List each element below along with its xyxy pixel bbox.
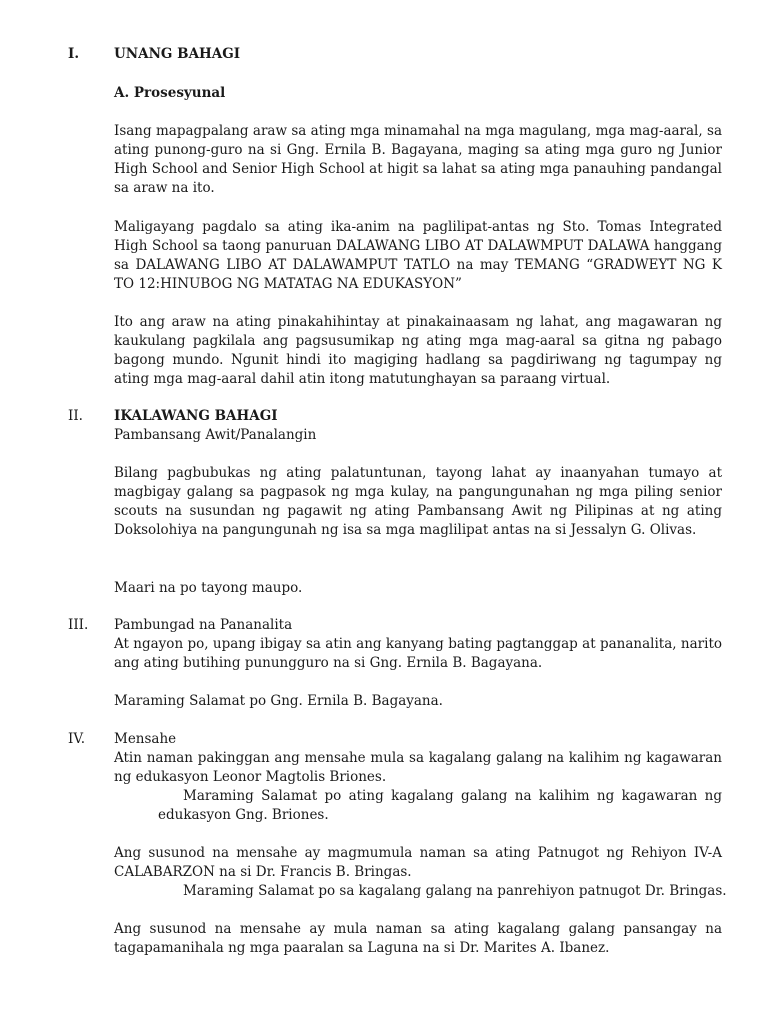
section-4-paragraph-5: Ang susunod na mensahe ay mula naman sa ating kagalang galang pansangay na tagapamanihala ng mga paaralan sa Laguna na si Dr. Marites A. Ibanez. xyxy=(114,921,722,956)
section-3-title: Pambungad na Pananalita xyxy=(114,617,293,633)
section-2-paragraph-2: Maari na po tayong maupo. xyxy=(114,580,303,596)
section-3-paragraph-2: Maraming Salamat po Gng. Ernila B. Bagayana. xyxy=(114,693,443,709)
section-1-subtitle: A. Prosesyunal xyxy=(114,85,226,101)
section-2-subtitle: Pambansang Awit/Panalangin xyxy=(114,427,317,443)
section-4-paragraph-3: Ang susunod na mensahe ay magmumula naman sa ating Patnugot ng Rehiyon IV-A CALABARZON na si Dr. Francis B. Bringas. xyxy=(114,845,722,880)
section-4-paragraph-2: Maraming Salamat po ating kagalang galang na kalihim ng kagawaran ng edukasyon Gng. Briones. xyxy=(158,788,722,823)
section-1-title: UNANG BAHAGI xyxy=(114,46,241,62)
section-4-title: Mensahe xyxy=(114,731,177,747)
section-2-title: IKALAWANG BAHAGI xyxy=(114,408,278,424)
section-4-paragraph-1: Atin naman pakinggan ang mensahe mula sa kagalang galang na kalihim ng kagawaran ng edukasyon Leonor Magtolis Briones. xyxy=(114,750,722,785)
section-4-numeral: IV. xyxy=(68,731,86,747)
section-2-paragraph-1: Bilang pagbubukas ng ating palatuntunan, tayong lahat ay inaanyahan tumayo at magbigay galang sa pagpasok ng mga kulay, na pangungunahan ng mga piling senior scouts na susundan ng pagawit ng ating Pambansang Awit ng Pilipinas at ng ating Doksolohiya na pangungunah ng isa sa mga maglilipat antas na si Jessalyn G. Olivas. xyxy=(114,465,722,538)
section-3-numeral: III. xyxy=(68,617,89,633)
section-2-numeral: II. xyxy=(68,408,83,424)
section-3-paragraph-1: At ngayon po, upang ibigay sa atin ang kanyang bating pagtanggap at pananalita, narito ang ating butihing punungguro na si Gng. Ernila B. Bagayana. xyxy=(114,636,722,671)
section-1-paragraph-1: Isang mapagpalang araw sa ating mga minamahal na mga magulang, mga mag-aaral, sa ating punong-guro na si Gng. Ernila B. Bagayana, maging sa ating mga guro ng Junior High School and Senior High School at higit sa lahat sa ating mga panauhing pandangal sa araw na ito. xyxy=(114,123,722,196)
section-1-numeral: I. xyxy=(68,46,80,62)
section-4-paragraph-4: Maraming Salamat po sa kagalang galang na panrehiyon patnugot Dr. Bringas. xyxy=(183,883,727,899)
section-1-paragraph-3: Ito ang araw na ating pinakahihintay at pinakainaasam ng lahat, ang magawaran ng kaukulang pagkilala ang pagsusumikap ng ating mga mag-aaral sa gitna ng pabago bagong mundo. Ngunit hindi ito magiging hadlang sa pagdiriwang ng tagumpay ng ating mga mag-aaral dahil atin itong matutunghayan sa paraang virtual. xyxy=(114,314,722,387)
section-1-paragraph-2: Maligayang pagdalo sa ating ika-anim na paglilipat-antas ng Sto. Tomas Integrated High School sa taong panuruan DALAWANG LIBO AT DALAWMPUT DALAWA hanggang sa DALAWANG LIBO AT DALAWAMPUT TATLO na may TEMANG “GRADWEYT NG K TO 12:HINUBOG NG MATATAG NA EDUKASYON” xyxy=(114,219,722,292)
